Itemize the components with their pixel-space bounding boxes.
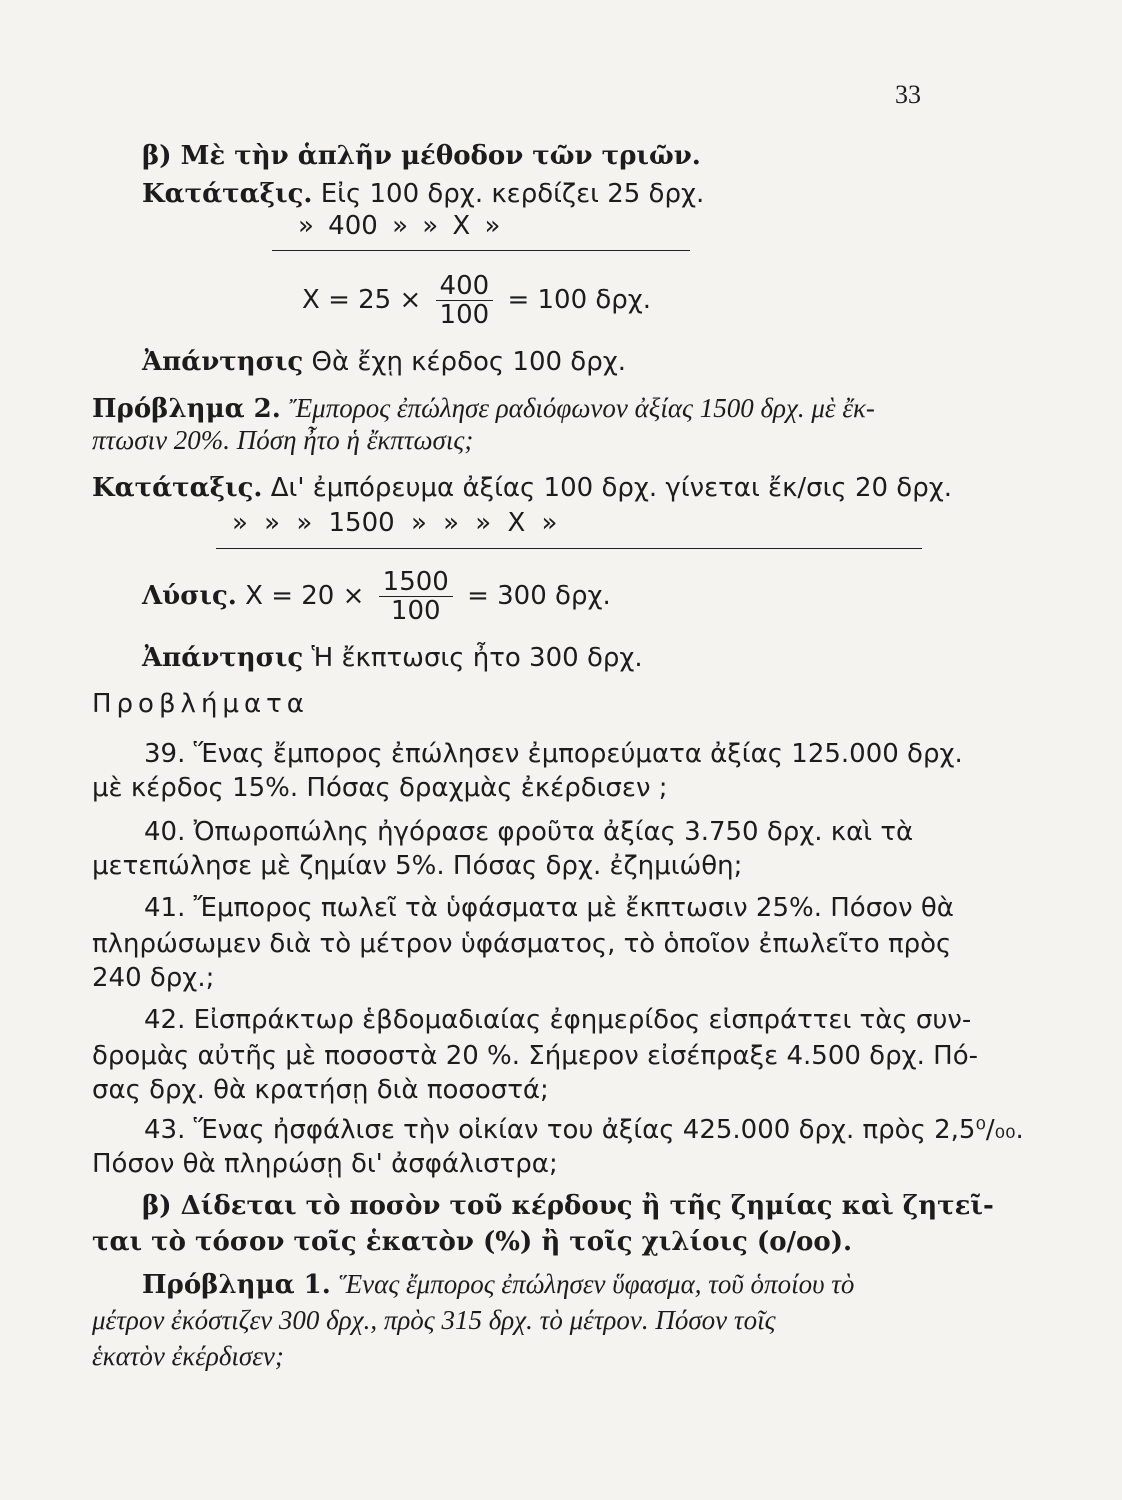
problem-1-line-1 (142, 1268, 854, 1301)
section-heading-given-profit-cont: ται τὸ τόσον τοῖς ἑκατὸν (%) ἢ τοῖς χιλίοις (ο/οο). (92, 1227, 853, 1257)
answer-2-text: Ἡ ἔκπτωσις ἦτο 300 δρχ. (311, 643, 643, 673)
problem-2-line-2: πτωσιν 20%. Πόση ἦτο ἡ ἔκπτωσις; (92, 425, 474, 455)
answer-2 (142, 642, 643, 674)
solution-1-equation (302, 270, 651, 330)
problem-1-label: Πρόβλημα 1. (142, 1270, 331, 1300)
katataxis-1-line-2: » 400 » » X » (298, 211, 501, 241)
problems-heading: Προβλήματα (92, 689, 309, 719)
exercise-41-line-1: 41. Ἔμπορος πωλεῖ τὰ ὑφάσματα μὲ ἔκπτωσιν 25%. Πόσον θὰ (144, 893, 954, 923)
exercise-41-line-2: πληρώσωμεν διὰ τὸ μέτρον ὑφάσματος, τὸ ὁποῖον ἐπωλεῖτο πρὸς (92, 929, 952, 959)
problem-2-text-1: Ἔμπορος ἐπώλησε ραδιόφωνον ἀξίας 1500 δρχ. μὲ ἔκ- (289, 393, 875, 423)
solution-2-lhs: X = 20 × (245, 581, 365, 611)
solution-2-equation (142, 566, 611, 626)
exercise-39-line-1: 39. Ἕνας ἔμπορος ἐπώλησεν ἐμπορεύματα ἀξίας 125.000 δρχ. (144, 739, 963, 769)
katataxis-1-rule (272, 250, 690, 251)
problem-2-line-1 (92, 392, 875, 425)
solution-1-rhs: = 100 δρχ. (507, 285, 652, 315)
katataxis-1-text: Εἰς 100 δρχ. κερδίζει 25 δρχ. (320, 179, 705, 209)
katataxis-2-line-1 (92, 472, 952, 504)
answer-1-text: Θὰ ἔχῃ κέρδος 100 δρχ. (311, 347, 626, 377)
problem-1-line-2: μέτρον ἐκόστιζεν 300 δρχ., πρὸς 315 δρχ. τὸ μέτρον. Πόσον τοῖς (92, 1305, 776, 1335)
answer-1-label: Ἀπάντησις (142, 347, 304, 377)
problem-1-line-3: ἑκατὸν ἐκέρδισεν; (92, 1341, 284, 1371)
problem-2-label: Πρόβλημα 2. (92, 394, 281, 424)
solution-2-label: Λύσις. (142, 581, 237, 611)
exercise-42-line-1: 42. Εἰσπράκτωρ ἑβδομαδιαίας ἐφημερίδος εἰσπράττει τὰς συν- (144, 1005, 972, 1035)
katataxis-2-label: Κατάταξις. (92, 473, 263, 503)
answer-2-label: Ἀπάντησις (142, 643, 304, 673)
katataxis-2-line-2: » » » 1500 » » » X » (232, 508, 558, 538)
solution-1-fraction (436, 272, 494, 329)
section-heading-simple-rule-of-three: β) Μὲ τὴν ἁπλῆν μέθοδον τῶν τριῶν. (142, 141, 701, 171)
problem-1-text-1: Ἕνας ἔμπορος ἐπώλησεν ὕφασμα, τοῦ ὁποίου τὸ (339, 1269, 855, 1299)
katataxis-2-text: Δι' ἐμπόρευμα ἀξίας 100 δρχ. γίνεται ἔκ/σις 20 δρχ. (270, 473, 952, 503)
exercise-40-line-2: μετεπώλησε μὲ ζημίαν 5%. Πόσας δρχ. ἐζημιώθη; (92, 851, 743, 881)
solution-2-fraction (379, 568, 453, 625)
solution-2-numerator: 1500 (379, 568, 453, 597)
exercise-42-line-3: σας δρχ. θὰ κρατήσῃ διὰ ποσοστά; (92, 1075, 549, 1105)
answer-1 (142, 346, 626, 378)
page-number: 33 (895, 80, 921, 109)
katataxis-2-rule (216, 548, 922, 549)
solution-2-rhs: = 300 δρχ. (467, 581, 611, 611)
section-heading-given-profit: β) Δίδεται τὸ ποσὸν τοῦ κέρδους ἢ τῆς ζημίας καὶ ζητεῖ- (142, 1191, 994, 1221)
solution-1-lhs: X = 25 × (302, 285, 422, 315)
exercise-39-line-2: μὲ κέρδος 15%. Πόσας δραχμὰς ἐκέρδισεν ; (92, 773, 668, 803)
solution-2-denominator: 100 (390, 596, 441, 626)
exercise-40-line-1: 40. Ὀπωροπώλης ἠγόρασε φροῦτα ἀξίας 3.750 δρχ. καὶ τὰ (144, 817, 914, 847)
katataxis-label: Κατάταξις. (142, 179, 313, 209)
solution-1-numerator: 400 (436, 272, 494, 301)
solution-1-denominator: 100 (439, 300, 490, 330)
exercise-42-line-2: δρομὰς αὐτῆς μὲ ποσοστὰ 20 %. Σήμερον εἰσέπραξε 4.500 δρχ. Πό- (92, 1041, 978, 1071)
katataxis-1-line-1 (142, 178, 704, 210)
exercise-43-line-2: Πόσον θὰ πληρώσῃ δι' ἀσφάλιστρα; (92, 1149, 558, 1179)
exercise-41-line-3: 240 δρχ.; (92, 963, 215, 993)
exercise-43-line-1: 43. Ἕνας ἠσφάλισε τὴν οἰκίαν του ἀξίας 425.000 δρχ. πρὸς 2,5⁰/₀₀. (144, 1115, 1024, 1145)
